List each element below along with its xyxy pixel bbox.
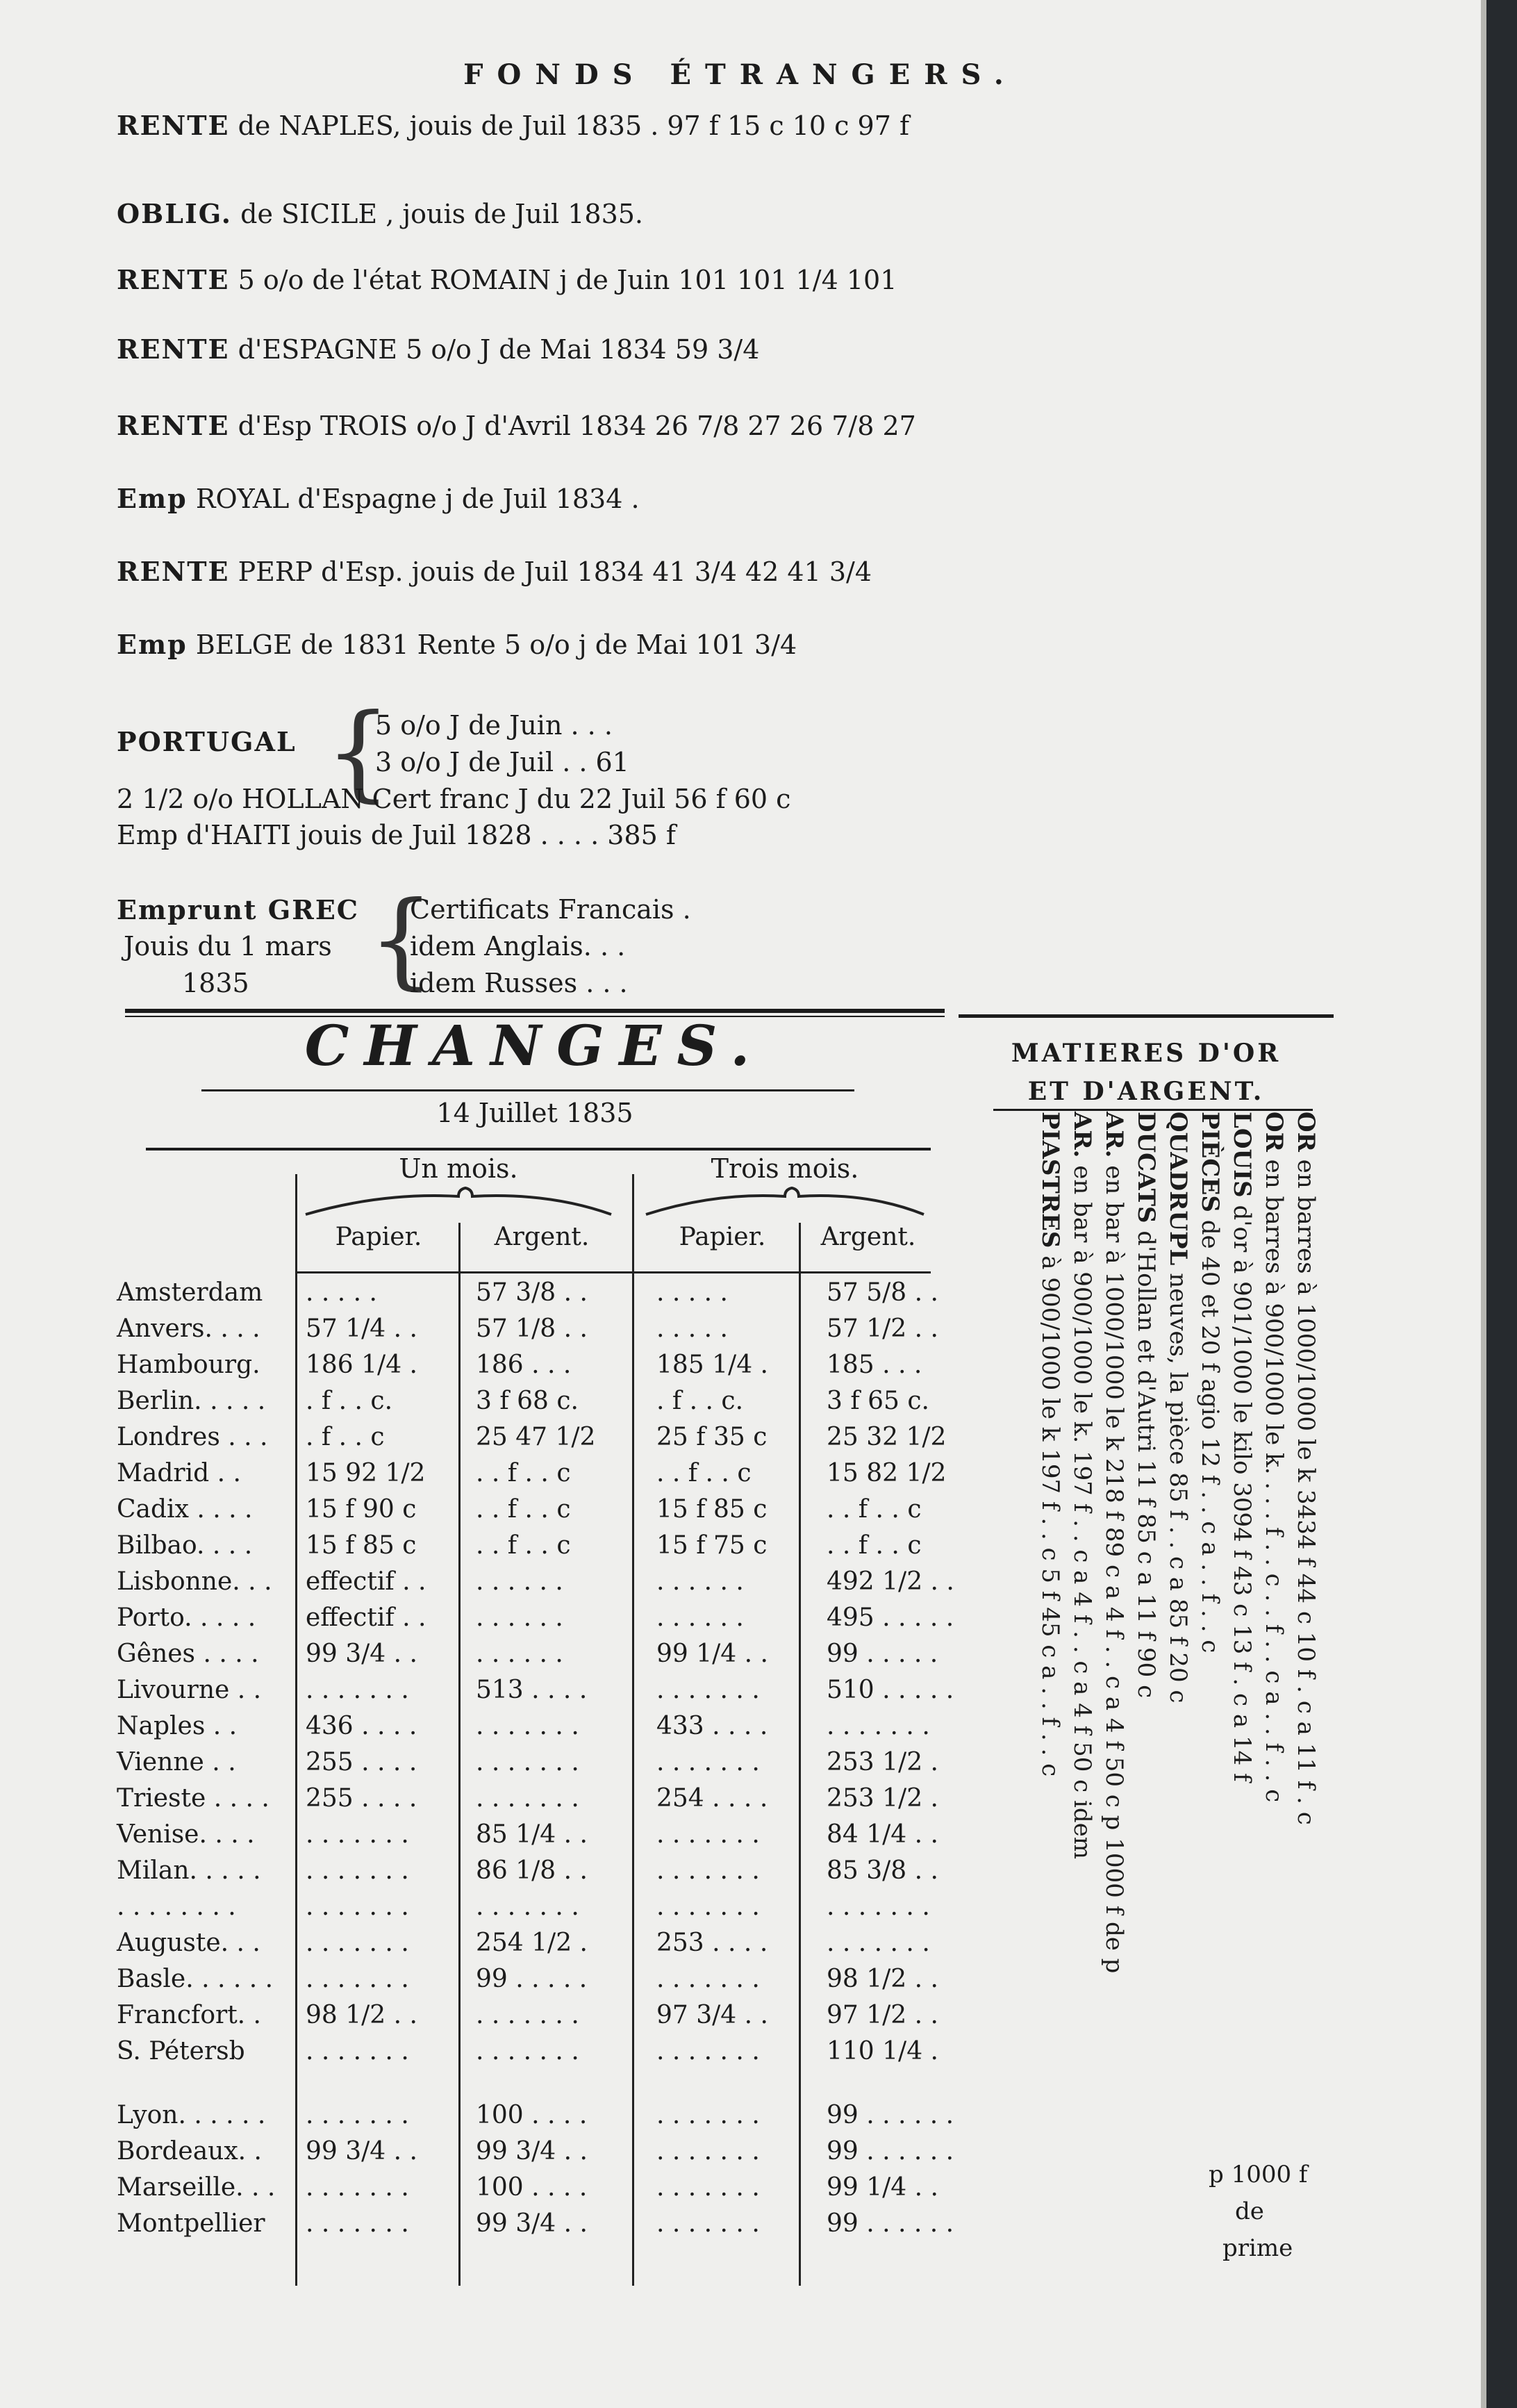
change-argent-1-mois: 100 . . . . xyxy=(476,2173,588,2202)
change-argent-3-mois: . . . . . . . xyxy=(827,1712,930,1740)
change-papier-3-mois: 254 . . . . xyxy=(656,1784,768,1813)
change-argent-3-mois: 510 . . . . . xyxy=(827,1676,954,1704)
fonds-row xyxy=(117,198,643,229)
col-argent-1: Argent. xyxy=(494,1223,590,1251)
change-argent-3-mois: . . . . . . . xyxy=(827,1929,930,1957)
fonds-row-detail: d'ESPAGNE 5 o/o J de Mai 1834 59 3/4 xyxy=(229,334,760,365)
change-argent-3-mois: 99 . . . . . . xyxy=(827,2209,954,2238)
change-argent-1-mois: . . . . . . . xyxy=(476,1712,579,1740)
change-papier-1-mois: effectif . . xyxy=(306,1567,426,1596)
change-city: Montpellier xyxy=(117,2209,265,2238)
haiti-line: Emp d'HAITI jouis de Juil 1828 . . . . 385 f xyxy=(117,820,676,850)
matiere-text: en bar à 1000/1000 le k 218 f 89 c a 4 f . . c a 4 f 50 c p 1000 f de p xyxy=(1100,1157,1128,1974)
fonds-row xyxy=(117,264,897,295)
col-papier-1: Papier. xyxy=(335,1223,422,1251)
col-divider-4 xyxy=(799,1223,801,2286)
change-city: Marseille. . . xyxy=(117,2173,276,2202)
change-argent-1-mois: 99 . . . . . xyxy=(476,1965,588,1993)
change-argent-3-mois: 25 32 1/2 xyxy=(827,1423,947,1451)
change-papier-1-mois: 15 92 1/2 xyxy=(306,1459,426,1487)
change-papier-1-mois: . . . . . xyxy=(306,1278,377,1307)
change-city: Livourne . . xyxy=(117,1676,262,1704)
col-divider-2 xyxy=(458,1223,461,2286)
change-papier-1-mois: 186 1/4 . xyxy=(306,1351,417,1379)
change-papier-3-mois: . . . . . . . xyxy=(656,1748,760,1776)
change-argent-3-mois: 98 1/2 . . xyxy=(827,1965,938,1993)
change-argent-1-mois: . . f . . c xyxy=(476,1531,571,1560)
col-argent-3: Argent. xyxy=(820,1223,916,1251)
change-papier-1-mois: . f . . c xyxy=(306,1423,385,1451)
change-papier-3-mois: . . . . . . . xyxy=(656,2209,760,2238)
matiere-text: en bar à 900/1000 le k. 197 f . . c a 4 f . . c a 4 f 50 c idem xyxy=(1068,1157,1096,1859)
change-argent-1-mois: 86 1/8 . . xyxy=(476,1856,588,1885)
change-city: Anvers. . . . xyxy=(117,1314,260,1343)
change-argent-3-mois: 99 1/4 . . xyxy=(827,2173,938,2202)
change-city: . . . . . . . . xyxy=(117,1892,236,1921)
matiere-line xyxy=(1100,1112,1128,1973)
fonds-row-detail: de SICILE , jouis de Juil 1835. xyxy=(232,199,643,229)
change-argent-1-mois: 25 47 1/2 xyxy=(476,1423,596,1451)
fonds-etrangers-title: FONDS ÉTRANGERS. xyxy=(463,58,1018,91)
fonds-row-label: Emp xyxy=(117,483,188,514)
change-papier-3-mois: 433 . . . . xyxy=(656,1712,768,1740)
portugal-label: PORTUGAL xyxy=(117,726,297,757)
binding-edge xyxy=(1481,0,1486,2408)
changes-title: CHANGES. xyxy=(304,1013,765,1078)
change-argent-3-mois: 57 1/2 . . xyxy=(827,1314,938,1343)
change-city: Amsterdam xyxy=(117,1278,263,1307)
change-papier-1-mois: . . . . . . . xyxy=(306,1676,409,1704)
change-city: Londres . . . xyxy=(117,1423,268,1451)
group-brace-lines xyxy=(299,1187,931,1221)
change-papier-1-mois: . . . . . . . xyxy=(306,1856,409,1885)
change-papier-3-mois: . . . . . . . xyxy=(656,1676,760,1704)
change-argent-1-mois: . . f . . c xyxy=(476,1495,571,1524)
col-divider-1 xyxy=(295,1174,297,2286)
matieres-title-1: MATIERES D'OR xyxy=(1011,1039,1282,1068)
change-argent-1-mois: 57 3/8 . . xyxy=(476,1278,588,1307)
prime-note-3: prime xyxy=(1222,2234,1293,2262)
change-argent-3-mois: 85 3/8 . . xyxy=(827,1856,938,1885)
change-city: Auguste. . . xyxy=(117,1929,260,1957)
change-papier-3-mois: . . . . . . . xyxy=(656,1965,760,1993)
fonds-row-label: RENTE xyxy=(117,264,230,295)
prime-note-2: de xyxy=(1235,2197,1264,2225)
change-argent-1-mois: 99 3/4 . . xyxy=(476,2137,588,2166)
change-argent-1-mois: . . . . . . xyxy=(476,1603,563,1632)
matiere-label: PIASTRES xyxy=(1036,1112,1064,1248)
matieres-top-rule xyxy=(959,1014,1334,1018)
change-papier-3-mois: . . . . . xyxy=(656,1278,728,1307)
change-papier-3-mois: . . f . . c xyxy=(656,1459,752,1487)
matiere-text: d'Hollan et d'Autri 11 f 85 c a 11 f 90 c xyxy=(1132,1223,1160,1699)
fonds-row-detail: ROYAL d'Espagne j de Juil 1834 . xyxy=(187,484,640,514)
change-papier-1-mois: 99 3/4 . . xyxy=(306,2137,417,2166)
grec-line-2: idem Anglais. . . xyxy=(410,931,626,962)
grec-line-1: Certificats Francais . xyxy=(410,894,691,925)
change-argent-3-mois: 99 . . . . . . xyxy=(827,2101,954,2129)
fonds-row xyxy=(117,333,759,365)
change-argent-3-mois: 185 . . . xyxy=(827,1351,922,1379)
fonds-row-detail: de NAPLES, jouis de Juil 1835 . 97 f 15 c 10 c 97 f xyxy=(229,110,910,141)
grec-sub-2: 1835 xyxy=(182,968,249,998)
matiere-line xyxy=(1164,1112,1192,1703)
change-papier-3-mois: 99 1/4 . . xyxy=(656,1640,768,1668)
grec-label: Emprunt GREC xyxy=(117,894,360,925)
change-city: Venise. . . . xyxy=(117,1820,255,1849)
col-divider-3 xyxy=(632,1174,634,2286)
change-papier-3-mois: . . . . . . . xyxy=(656,2037,760,2065)
change-city: Lisbonne. . . xyxy=(117,1567,272,1596)
matiere-label: LOUIS xyxy=(1228,1112,1256,1198)
change-papier-3-mois: 15 f 85 c xyxy=(656,1495,768,1524)
date-rule xyxy=(146,1148,931,1151)
matiere-label: DUCATS xyxy=(1132,1112,1160,1223)
change-argent-3-mois: 495 . . . . . xyxy=(827,1603,954,1632)
change-argent-3-mois: 97 1/2 . . xyxy=(827,2001,938,2029)
change-argent-1-mois: 513 . . . . xyxy=(476,1676,588,1704)
change-argent-1-mois: 186 . . . xyxy=(476,1351,572,1379)
fonds-row-detail: BELGE de 1831 Rente 5 o/o j de Mai 101 3/4 xyxy=(187,629,797,660)
change-argent-1-mois: 100 . . . . xyxy=(476,2101,588,2129)
change-papier-3-mois: 25 f 35 c xyxy=(656,1423,768,1451)
change-papier-3-mois: . . . . . . . xyxy=(656,2101,760,2129)
matiere-label: AR. xyxy=(1068,1112,1096,1158)
change-argent-3-mois: 3 f 65 c. xyxy=(827,1387,929,1415)
change-papier-1-mois: . . . . . . . xyxy=(306,2037,409,2065)
matiere-text: neuves, la pièce 85 f . . c a 85 f 20 c xyxy=(1164,1265,1192,1704)
change-papier-1-mois: 15 f 85 c xyxy=(306,1531,417,1560)
matieres-title-2: ET D'ARGENT. xyxy=(1027,1077,1265,1106)
change-city: Trieste . . . . xyxy=(117,1784,270,1813)
change-papier-3-mois: . . . . . . xyxy=(656,1603,744,1632)
fonds-row-detail: 5 o/o de l'état ROMAIN j de Juin 101 101 1/4 101 xyxy=(229,265,897,295)
matiere-line xyxy=(1132,1112,1160,1698)
change-argent-3-mois: . . f . . c xyxy=(827,1495,922,1524)
change-argent-1-mois: 99 3/4 . . xyxy=(476,2209,588,2238)
change-papier-3-mois: 185 1/4 . xyxy=(656,1351,768,1379)
matiere-label: QUADRUPL xyxy=(1164,1112,1192,1266)
change-argent-3-mois: 110 1/4 . xyxy=(827,2037,938,2065)
change-city: Madrid . . xyxy=(117,1459,241,1487)
change-papier-1-mois: . . . . . . . xyxy=(306,2209,409,2238)
change-papier-1-mois: 98 1/2 . . xyxy=(306,2001,417,2029)
change-city: Gênes . . . . xyxy=(117,1640,259,1668)
matiere-line xyxy=(1196,1112,1224,1653)
fonds-row xyxy=(117,483,640,514)
change-city: S. Pétersb xyxy=(117,2037,245,2065)
portugal-line-2: 3 o/o J de Juil . . 61 xyxy=(375,747,629,777)
change-argent-1-mois: . . . . . . . xyxy=(476,1784,579,1813)
change-argent-3-mois: 99 . . . . . xyxy=(827,1640,938,1668)
fonds-row xyxy=(117,629,797,660)
matiere-label: OR xyxy=(1260,1112,1288,1152)
change-city: Bordeaux. . xyxy=(117,2137,262,2166)
change-papier-3-mois: . . . . . . . xyxy=(656,2137,760,2166)
change-papier-1-mois: . . . . . . . xyxy=(306,1892,409,1921)
change-city: Naples . . xyxy=(117,1712,238,1740)
col-papier-3: Papier. xyxy=(679,1223,766,1251)
change-papier-3-mois: . . . . . . . xyxy=(656,1892,760,1921)
change-city: Porto. . . . . xyxy=(117,1603,256,1632)
change-papier-1-mois: . . . . . . . xyxy=(306,2101,409,2129)
change-papier-1-mois: . . . . . . . xyxy=(306,1965,409,1993)
change-argent-3-mois: 99 . . . . . . xyxy=(827,2137,954,2166)
change-papier-3-mois: . . . . . xyxy=(656,1314,728,1343)
change-papier-1-mois: 255 . . . . xyxy=(306,1748,417,1776)
matiere-label: OR xyxy=(1292,1112,1320,1152)
change-argent-3-mois: 84 1/4 . . xyxy=(827,1820,938,1849)
change-papier-1-mois: 99 3/4 . . xyxy=(306,1640,417,1668)
change-argent-1-mois: . . . . . . . xyxy=(476,2037,579,2065)
matiere-line xyxy=(1292,1112,1320,1825)
change-city: Bilbao. . . . xyxy=(117,1531,253,1560)
change-papier-3-mois: . f . . c. xyxy=(656,1387,744,1415)
changes-date: 14 Juillet 1835 xyxy=(436,1098,633,1128)
grec-brace: { xyxy=(368,880,435,1000)
change-papier-3-mois: 253 . . . . xyxy=(656,1929,768,1957)
change-city: Francfort. . xyxy=(117,2001,262,2029)
binding-spine xyxy=(1486,0,1517,2408)
change-papier-1-mois: . f . . c. xyxy=(306,1387,393,1415)
matiere-line xyxy=(1228,1112,1256,1782)
matiere-label: AR. xyxy=(1100,1112,1128,1158)
grec-sub-1: Jouis du 1 mars xyxy=(124,931,332,962)
matieres-title-rule xyxy=(993,1109,1313,1111)
change-city: Basle. . . . . . xyxy=(117,1965,274,1993)
fonds-row-label: RENTE xyxy=(117,110,230,141)
change-argent-3-mois: 15 82 1/2 xyxy=(827,1459,947,1487)
change-argent-3-mois: . . f . . c xyxy=(827,1531,922,1560)
change-papier-3-mois: 15 f 75 c xyxy=(656,1531,768,1560)
fonds-row-label: Emp xyxy=(117,629,188,660)
fonds-row-label: OBLIG. xyxy=(117,198,233,229)
change-papier-1-mois: 15 f 90 c xyxy=(306,1495,417,1524)
change-papier-3-mois: 97 3/4 . . xyxy=(656,2001,768,2029)
fonds-row-label: RENTE xyxy=(117,556,230,587)
matiere-text: à 900/1000 le k 197 f . . c 5 f 45 c a . . f . . c xyxy=(1036,1248,1064,1777)
change-city: Lyon. . . . . . xyxy=(117,2101,266,2129)
fonds-row xyxy=(117,110,909,141)
hollande-line: 2 1/2 o/o HOLLAN Cert franc J du 22 Juil 56 f 60 c xyxy=(117,784,791,814)
changes-title-rule xyxy=(201,1089,854,1091)
group-trois-mois: Trois mois. xyxy=(711,1153,859,1184)
change-papier-1-mois: 436 . . . . xyxy=(306,1712,417,1740)
fonds-row xyxy=(117,556,872,587)
matiere-line xyxy=(1036,1112,1064,1776)
fonds-row-label: RENTE xyxy=(117,410,230,441)
change-argent-1-mois: . . f . . c xyxy=(476,1459,571,1487)
change-city: Cadix . . . . xyxy=(117,1495,253,1524)
change-argent-3-mois: 253 1/2 . xyxy=(827,1784,938,1813)
change-argent-1-mois: . . . . . . xyxy=(476,1567,563,1596)
fonds-row-detail: PERP d'Esp. jouis de Juil 1834 41 3/4 42 41 3/4 xyxy=(229,556,872,587)
change-argent-3-mois: 57 5/8 . . xyxy=(827,1278,938,1307)
change-papier-1-mois: 57 1/4 . . xyxy=(306,1314,417,1343)
matiere-text: en barres à 1000/1000 le k 3434 f 44 c 10 f . c a 11 f . c xyxy=(1292,1151,1320,1825)
portugal-line-1: 5 o/o J de Juin . . . xyxy=(375,710,613,741)
change-argent-1-mois: 254 1/2 . xyxy=(476,1929,588,1957)
matiere-line xyxy=(1260,1112,1288,1802)
change-city: Vienne . . xyxy=(117,1748,236,1776)
change-papier-3-mois: . . . . . . . xyxy=(656,1856,760,1885)
change-argent-3-mois: 492 1/2 . . xyxy=(827,1567,954,1596)
grec-line-3: idem Russes . . . xyxy=(410,968,628,998)
change-papier-3-mois: . . . . . . . xyxy=(656,2173,760,2202)
group-un-mois: Un mois. xyxy=(399,1153,518,1184)
portugal-brace: { xyxy=(325,692,392,813)
change-papier-3-mois: . . . . . . xyxy=(656,1567,744,1596)
fonds-row-detail: d'Esp TROIS o/o J d'Avril 1834 26 7/8 27 26 7/8 27 xyxy=(229,411,916,441)
change-argent-1-mois: 57 1/8 . . xyxy=(476,1314,588,1343)
fonds-row-label: RENTE xyxy=(117,333,230,365)
matiere-text: d'or à 901/1000 le kilo 3094 f 43 c 13 f . c a 14 f xyxy=(1228,1197,1256,1782)
matiere-line xyxy=(1068,1112,1096,1859)
change-argent-3-mois: . . . . . . . xyxy=(827,1892,930,1921)
matiere-text: en barres à 900/1000 le k. . . . f . . c . . f . . c a . . f . . c xyxy=(1260,1151,1288,1803)
change-argent-1-mois: . . . . . . . xyxy=(476,2001,579,2029)
change-city: Berlin. . . . . xyxy=(117,1387,266,1415)
change-papier-1-mois: 255 . . . . xyxy=(306,1784,417,1813)
change-argent-1-mois: 3 f 68 c. xyxy=(476,1387,579,1415)
change-city: Hambourg. xyxy=(117,1351,260,1379)
prime-note-1: p 1000 f xyxy=(1209,2161,1308,2188)
change-papier-1-mois: . . . . . . . xyxy=(306,1820,409,1849)
change-papier-3-mois: . . . . . . . xyxy=(656,1820,760,1849)
change-argent-1-mois: . . . . . . . xyxy=(476,1748,579,1776)
change-argent-1-mois: 85 1/4 . . xyxy=(476,1820,588,1849)
matiere-label: PIÈCES xyxy=(1196,1112,1224,1212)
change-papier-1-mois: effectif . . xyxy=(306,1603,426,1632)
change-papier-1-mois: . . . . . . . xyxy=(306,2173,409,2202)
change-city: Milan. . . . . xyxy=(117,1856,261,1885)
change-argent-1-mois: . . . . . . . xyxy=(476,1892,579,1921)
header-rule xyxy=(295,1271,931,1273)
change-argent-1-mois: . . . . . . xyxy=(476,1640,563,1668)
fonds-row xyxy=(117,410,916,441)
change-papier-1-mois: . . . . . . . xyxy=(306,1929,409,1957)
matiere-text: de 40 et 20 f agio 12 f . . c a . . f . . c xyxy=(1196,1212,1224,1654)
change-argent-3-mois: 253 1/2 . xyxy=(827,1748,938,1776)
